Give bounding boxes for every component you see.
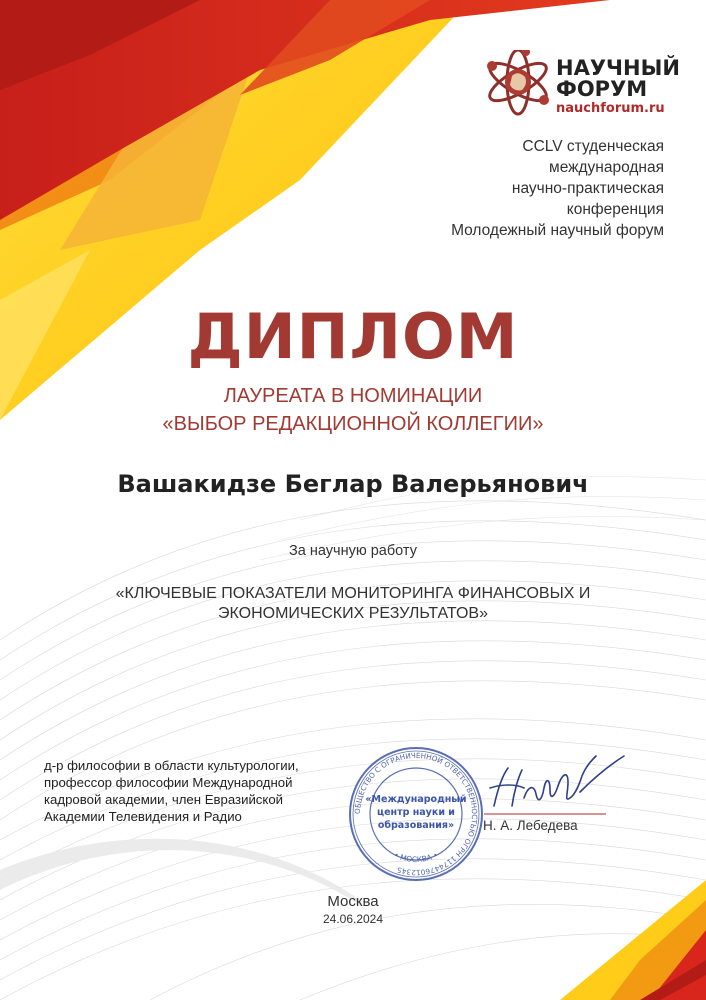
diploma-subtitle (0, 382, 706, 438)
work-title-line1: «КЛЮЧЕВЫЕ ПОКАЗАТЕЛИ МОНИТОРИНГА ФИНАНСОВЫХ И (115, 585, 591, 602)
conference-line: CCLV студенческая (522, 138, 664, 155)
signatory-title-line: кадровой академии, член Евразийской (44, 792, 284, 807)
logo-url: nauchforum.ru (556, 101, 665, 116)
conference-line: международная (549, 159, 664, 176)
signatory-title-line: Академии Телевидения и Радио (44, 809, 242, 824)
stamp-ring-text: ОБЩЕСТВО С ОГРАНИЧЕННОЙ ОТВЕТСТВЕННОСТЬЮ ОГРН 1174476012345 (352, 750, 480, 878)
stamp-center-line3: образования» (377, 820, 455, 831)
for-work-label: За научную работу (289, 543, 417, 559)
signatory-title (44, 757, 299, 825)
stamp-bottom-text: • МОСКВА • (392, 850, 440, 865)
conference-info (364, 136, 664, 241)
issue-date: 24.06.2024 (322, 912, 384, 926)
signatory-title-line: профессор философии Международной (44, 775, 293, 790)
signatory-title-line: д-р философии в области культурологии, (44, 758, 299, 773)
organization-stamp (346, 744, 486, 884)
conference-line: Молодежный научный форум (451, 222, 664, 239)
recipient-name: Вашакидзе Беглар Валерьянович (117, 470, 589, 498)
city: Москва (327, 893, 379, 910)
logo-title-line2: ФОРУМ (556, 77, 648, 101)
work-title-line2: ЭКОНОМИЧЕСКИХ РЕЗУЛЬТАТОВ» (218, 605, 488, 622)
diploma-title: ДИПЛОМ (187, 300, 519, 373)
conference-line: научно-практическая (511, 180, 664, 197)
svg-text:• МОСКВА • (393, 850, 440, 864)
work-title (0, 584, 706, 624)
logo-title-line1: НАУЧНЫЙ (556, 56, 680, 80)
conference-line: конференция (566, 201, 664, 218)
subtitle-line2: «ВЫБОР РЕДАКЦИОННОЙ КОЛЛЕГИИ» (162, 413, 544, 435)
stamp-center-line2: центр науки и (377, 807, 455, 818)
signatory-name: Н. А. Лебедева (483, 818, 578, 833)
subtitle-line1: ЛАУРЕАТА В НОМИНАЦИИ (223, 385, 483, 407)
handwritten-signature (484, 748, 634, 820)
stamp-center-line1: «Международный (365, 794, 467, 805)
